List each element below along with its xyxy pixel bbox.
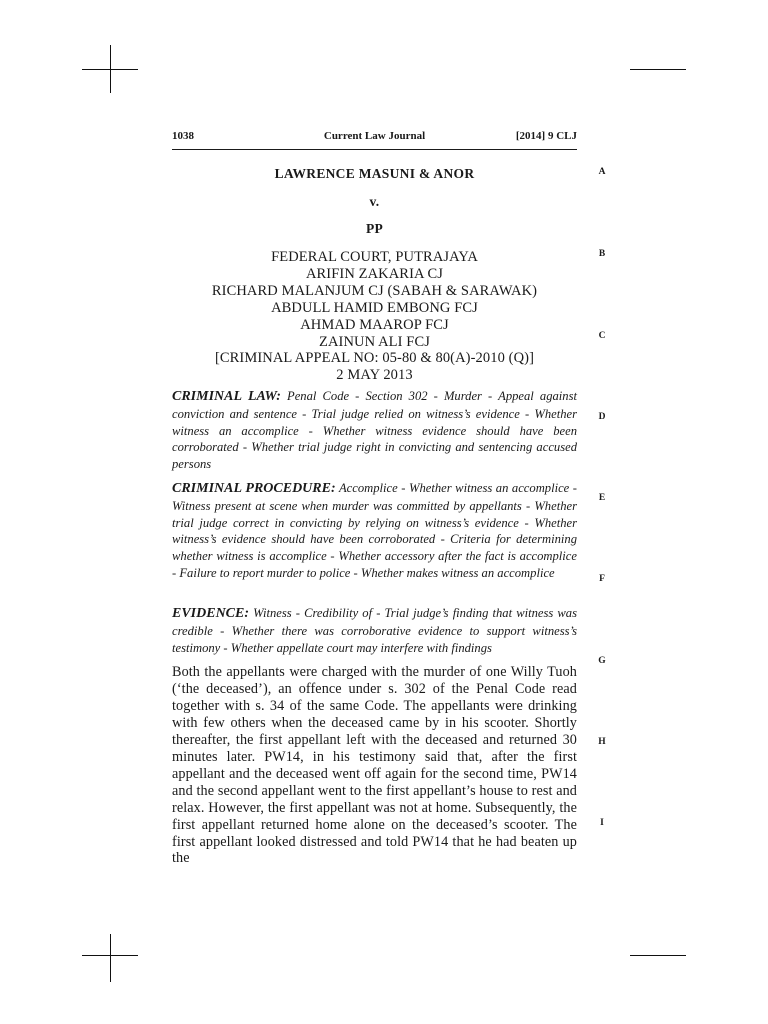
headnote-evidence bbox=[172, 605, 577, 656]
margin-letter: C bbox=[598, 331, 606, 341]
headnote-text: Witness - Credibility of - Trial judge’s finding that witness was credible - Whether there was corroborative evidence to support witness’s testimony - Whether appellate court may interfere with findings bbox=[172, 606, 577, 655]
crop-mark-top-right-horizontal bbox=[630, 69, 686, 70]
court-line: [CRIMINAL APPEAL NO: 05-80 & 80(A)-2010 (Q)] bbox=[214, 350, 535, 367]
court-details bbox=[172, 249, 577, 384]
headnote-keyword: EVIDENCE: bbox=[172, 606, 250, 621]
case-respondent: PP bbox=[365, 221, 384, 236]
crop-mark-bottom-left-vertical bbox=[110, 934, 111, 982]
court-line: RICHARD MALANJUM CJ (SABAH & SARAWAK) bbox=[211, 282, 538, 299]
court-line: AHMAD MAAROP FCJ bbox=[300, 316, 449, 333]
journal-title: Current Law Journal bbox=[323, 130, 426, 142]
court-line: ZAINUN ALI FCJ bbox=[319, 333, 430, 350]
headnote-criminal-law bbox=[172, 388, 577, 473]
margin-letter: A bbox=[598, 167, 606, 177]
court-line: FEDERAL COURT, PUTRAJAYA bbox=[271, 249, 478, 265]
running-header bbox=[172, 130, 577, 146]
court-line: ARIFIN ZAKARIA CJ bbox=[305, 265, 444, 282]
header-rule bbox=[172, 149, 577, 150]
citation: [2014] 9 CLJ bbox=[515, 130, 577, 142]
headnote-keyword: CRIMINAL LAW: bbox=[172, 389, 281, 404]
margin-letter: E bbox=[598, 493, 606, 503]
case-parties: LAWRENCE MASUNI & ANOR bbox=[274, 166, 475, 181]
crop-mark-bottom-right-horizontal bbox=[630, 955, 686, 956]
headnote-criminal-procedure bbox=[172, 480, 577, 582]
body-paragraph: Both the appellants were charged with the murder of one Willy Tuoh (‘the deceased’), an offence under s. 302 of the Penal Code read together with s. 34 of the same Code. The appellants were drinking with few others when the deceased came by in his scooter. Shortly thereafter, the first appellant left with the deceased and returned 30 minutes later. PW14, in his testimony said that, after the first appellant and the deceased went off again for the second time, PW14 and the second appellant went to the first appellant’s house to rest and relax. However, the first appellant was not at home. Subsequently, the first appellant returned home alone on the deceased’s scooter. The first appellant looked distressed and told PW14 that he had beaten up the bbox=[172, 664, 577, 867]
case-versus: v. bbox=[369, 194, 380, 209]
court-line: ABDULL HAMID EMBONG FCJ bbox=[271, 299, 478, 316]
crop-mark-top-left-horizontal bbox=[82, 69, 138, 70]
page-number: 1038 bbox=[172, 130, 194, 142]
margin-letter: D bbox=[598, 412, 606, 422]
margin-letter: H bbox=[598, 737, 606, 747]
margin-letter: B bbox=[598, 249, 606, 259]
crop-mark-bottom-left-horizontal bbox=[82, 955, 138, 956]
headnote-text: Penal Code - Section 302 - Murder - Appeal against conviction and sentence - Trial judge relied on witness’s evidence - Whether witness an accomplice - Whether witness evidence should have been corroborated - Whether trial judge right in convicting and sentencing accused persons bbox=[172, 389, 577, 472]
margin-letter: F bbox=[599, 574, 605, 584]
margin-letter: G bbox=[598, 656, 606, 666]
court-line: 2 MAY 2013 bbox=[336, 367, 413, 384]
headnote-text: Accomplice - Whether witness an accomplice - Witness present at scene when murder was committed by appellants - Whether trial judge correct in convicting by relying on witness’s evidence - Whether witness’s evidence should have been corroborated - Criteria for determining whether witness is accomplice - Whether accessory after the fact is accomplice - Failure to report murder to police - Whether makes witness an accomplice bbox=[172, 481, 577, 580]
headnote-keyword: CRIMINAL PROCEDURE: bbox=[172, 481, 336, 496]
margin-letter: I bbox=[600, 818, 604, 828]
